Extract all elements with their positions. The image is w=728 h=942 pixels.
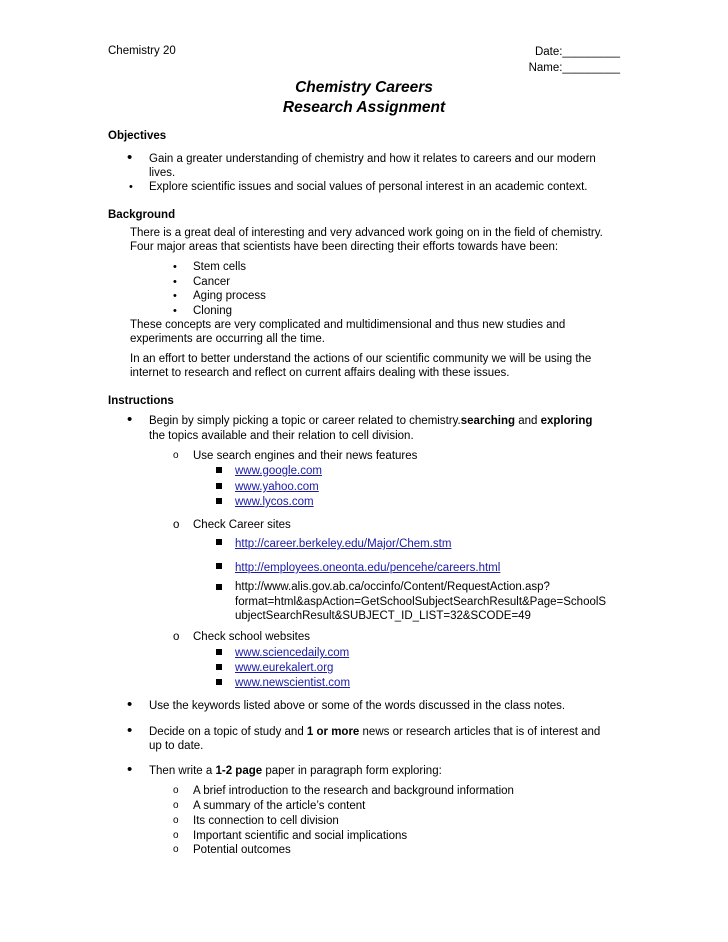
header-fields [529,44,620,76]
link-sciencedaily[interactable]: www.sciencedaily.com [235,647,350,659]
step3-rest: news or research articles that is of interest and [359,726,601,738]
area-item: Cloning [193,305,232,317]
area-item: Stem cells [193,261,247,273]
objective-2: Explore scientific issues and social values of personal interest in an academic context. [149,181,588,193]
bullet-icon: • [173,305,177,317]
background-heading: Background [108,209,176,221]
link-yahoo[interactable]: www.yahoo.com [235,481,319,493]
paper-item: Potential outcomes [193,844,291,856]
paper-item: Important scientific and social implications [193,830,408,842]
circle-bullet-icon: o [173,631,180,643]
square-bullet-icon [216,498,222,504]
name-field: Name:_________ [528,62,620,74]
career-sites-label: Check Career sites [193,519,291,531]
bullet-icon: • [127,696,133,713]
bullet-icon: • [173,290,177,302]
circle-bullet-icon: o [173,830,179,841]
objectives-heading: Objectives [108,130,167,142]
background-para1-line2: Four major areas that scientists have been directing their efforts towards have been: [130,241,559,253]
search-engines-label: Use search engines and their news features [193,450,418,462]
background-para2-line2: experiments are occurring all the time. [130,333,325,345]
step3-text: Decide on a topic of study and [149,726,307,738]
step1-searching: searching [460,415,516,427]
objective-1-cont: lives. [149,167,176,179]
bullet-icon: • [129,181,133,193]
bullet-icon: • [173,276,177,288]
circle-bullet-icon: o [173,844,179,855]
course-name: Chemistry 20 [108,45,176,57]
square-bullet-icon [216,539,222,545]
instruction-step-1 [149,414,592,429]
paper-item: A brief introduction to the research and background information [193,785,514,797]
page-title [0,78,728,118]
area-item: Cancer [193,276,231,288]
link-alis-line3[interactable]: ubjectSearchResult&SUBJECT_ID_LIST=32&SCODE=49 [235,610,531,622]
link-berkeley[interactable]: http://career.berkeley.edu/Major/Chem.stm [235,538,452,550]
step1-and: and [515,415,541,427]
square-bullet-icon [216,563,222,569]
circle-bullet-icon: o [173,785,179,796]
square-bullet-icon [216,649,222,655]
square-bullet-icon [216,584,222,590]
title-line-2: Research Assignment [282,99,446,116]
bullet-icon: • [173,261,177,273]
square-bullet-icon [216,467,222,473]
instructions-heading: Instructions [108,395,174,407]
bullet-icon: • [127,722,133,739]
link-lycos[interactable]: www.lycos.com [235,496,314,508]
paper-item: Its connection to cell division [193,815,339,827]
square-bullet-icon [216,483,222,489]
instruction-step-1-cont: the topics available and their relation to cell division. [149,430,414,442]
step4-text: Then write a [149,765,216,777]
paper-item: A summary of the article’s content [193,800,366,812]
instruction-step-3 [149,725,600,740]
date-field: Date:_________ [534,46,620,58]
bullet-icon: • [127,761,133,778]
circle-bullet-icon: o [173,519,180,531]
link-eurekalert[interactable]: www.eurekalert.org [235,662,334,674]
objective-1: Gain a greater understanding of chemistry and how it relates to careers and our modern [149,153,596,165]
background-para1-line1: There is a great deal of interesting and very advanced work going on in the field of chemistry. [130,227,603,239]
bullet-icon: • [127,411,133,428]
background-para3-line2: internet to research and reflect on current affairs dealing with these issues. [130,367,510,379]
area-item: Aging process [193,290,266,302]
link-alis-line2[interactable]: format=html&aspAction=GetSchoolSubjectSearchResult&Page=SchoolS [235,596,607,608]
instruction-step-4 [149,764,442,779]
square-bullet-icon [216,664,222,670]
link-oneonta[interactable]: http://employees.oneonta.edu/pencehe/careers.html [235,562,501,574]
square-bullet-icon [216,679,222,685]
step3-bold: 1 or more [306,726,360,738]
circle-bullet-icon: o [173,815,179,826]
school-sites-label: Check school websites [193,631,310,643]
circle-bullet-icon: o [173,450,179,461]
link-google[interactable]: www.google.com [235,465,322,477]
circle-bullet-icon: o [173,800,179,811]
link-newscientist[interactable]: www.newscientist.com [235,677,351,689]
instruction-step-2: Use the keywords listed above or some of the words discussed in the class notes. [149,700,566,712]
step4-bold: 1-2 page [215,765,263,777]
step4-rest: paper in paragraph form exploring: [262,765,442,777]
bullet-icon: • [127,149,133,166]
step1-text: Begin by simply picking a topic or career related to chemistry. [149,415,461,427]
background-para2-line1: These concepts are very complicated and multidimensional and thus new studies and [130,319,566,331]
background-para3-line1: In an effort to better understand the actions of our scientific community we will be using the [130,353,592,365]
link-alis-line1[interactable]: http://www.alis.gov.ab.ca/occinfo/Content/RequestAction.asp? [235,581,550,593]
instruction-step-3-cont: up to date. [149,740,204,752]
step1-exploring: exploring [540,415,593,427]
title-line-1: Chemistry Careers [295,79,433,96]
